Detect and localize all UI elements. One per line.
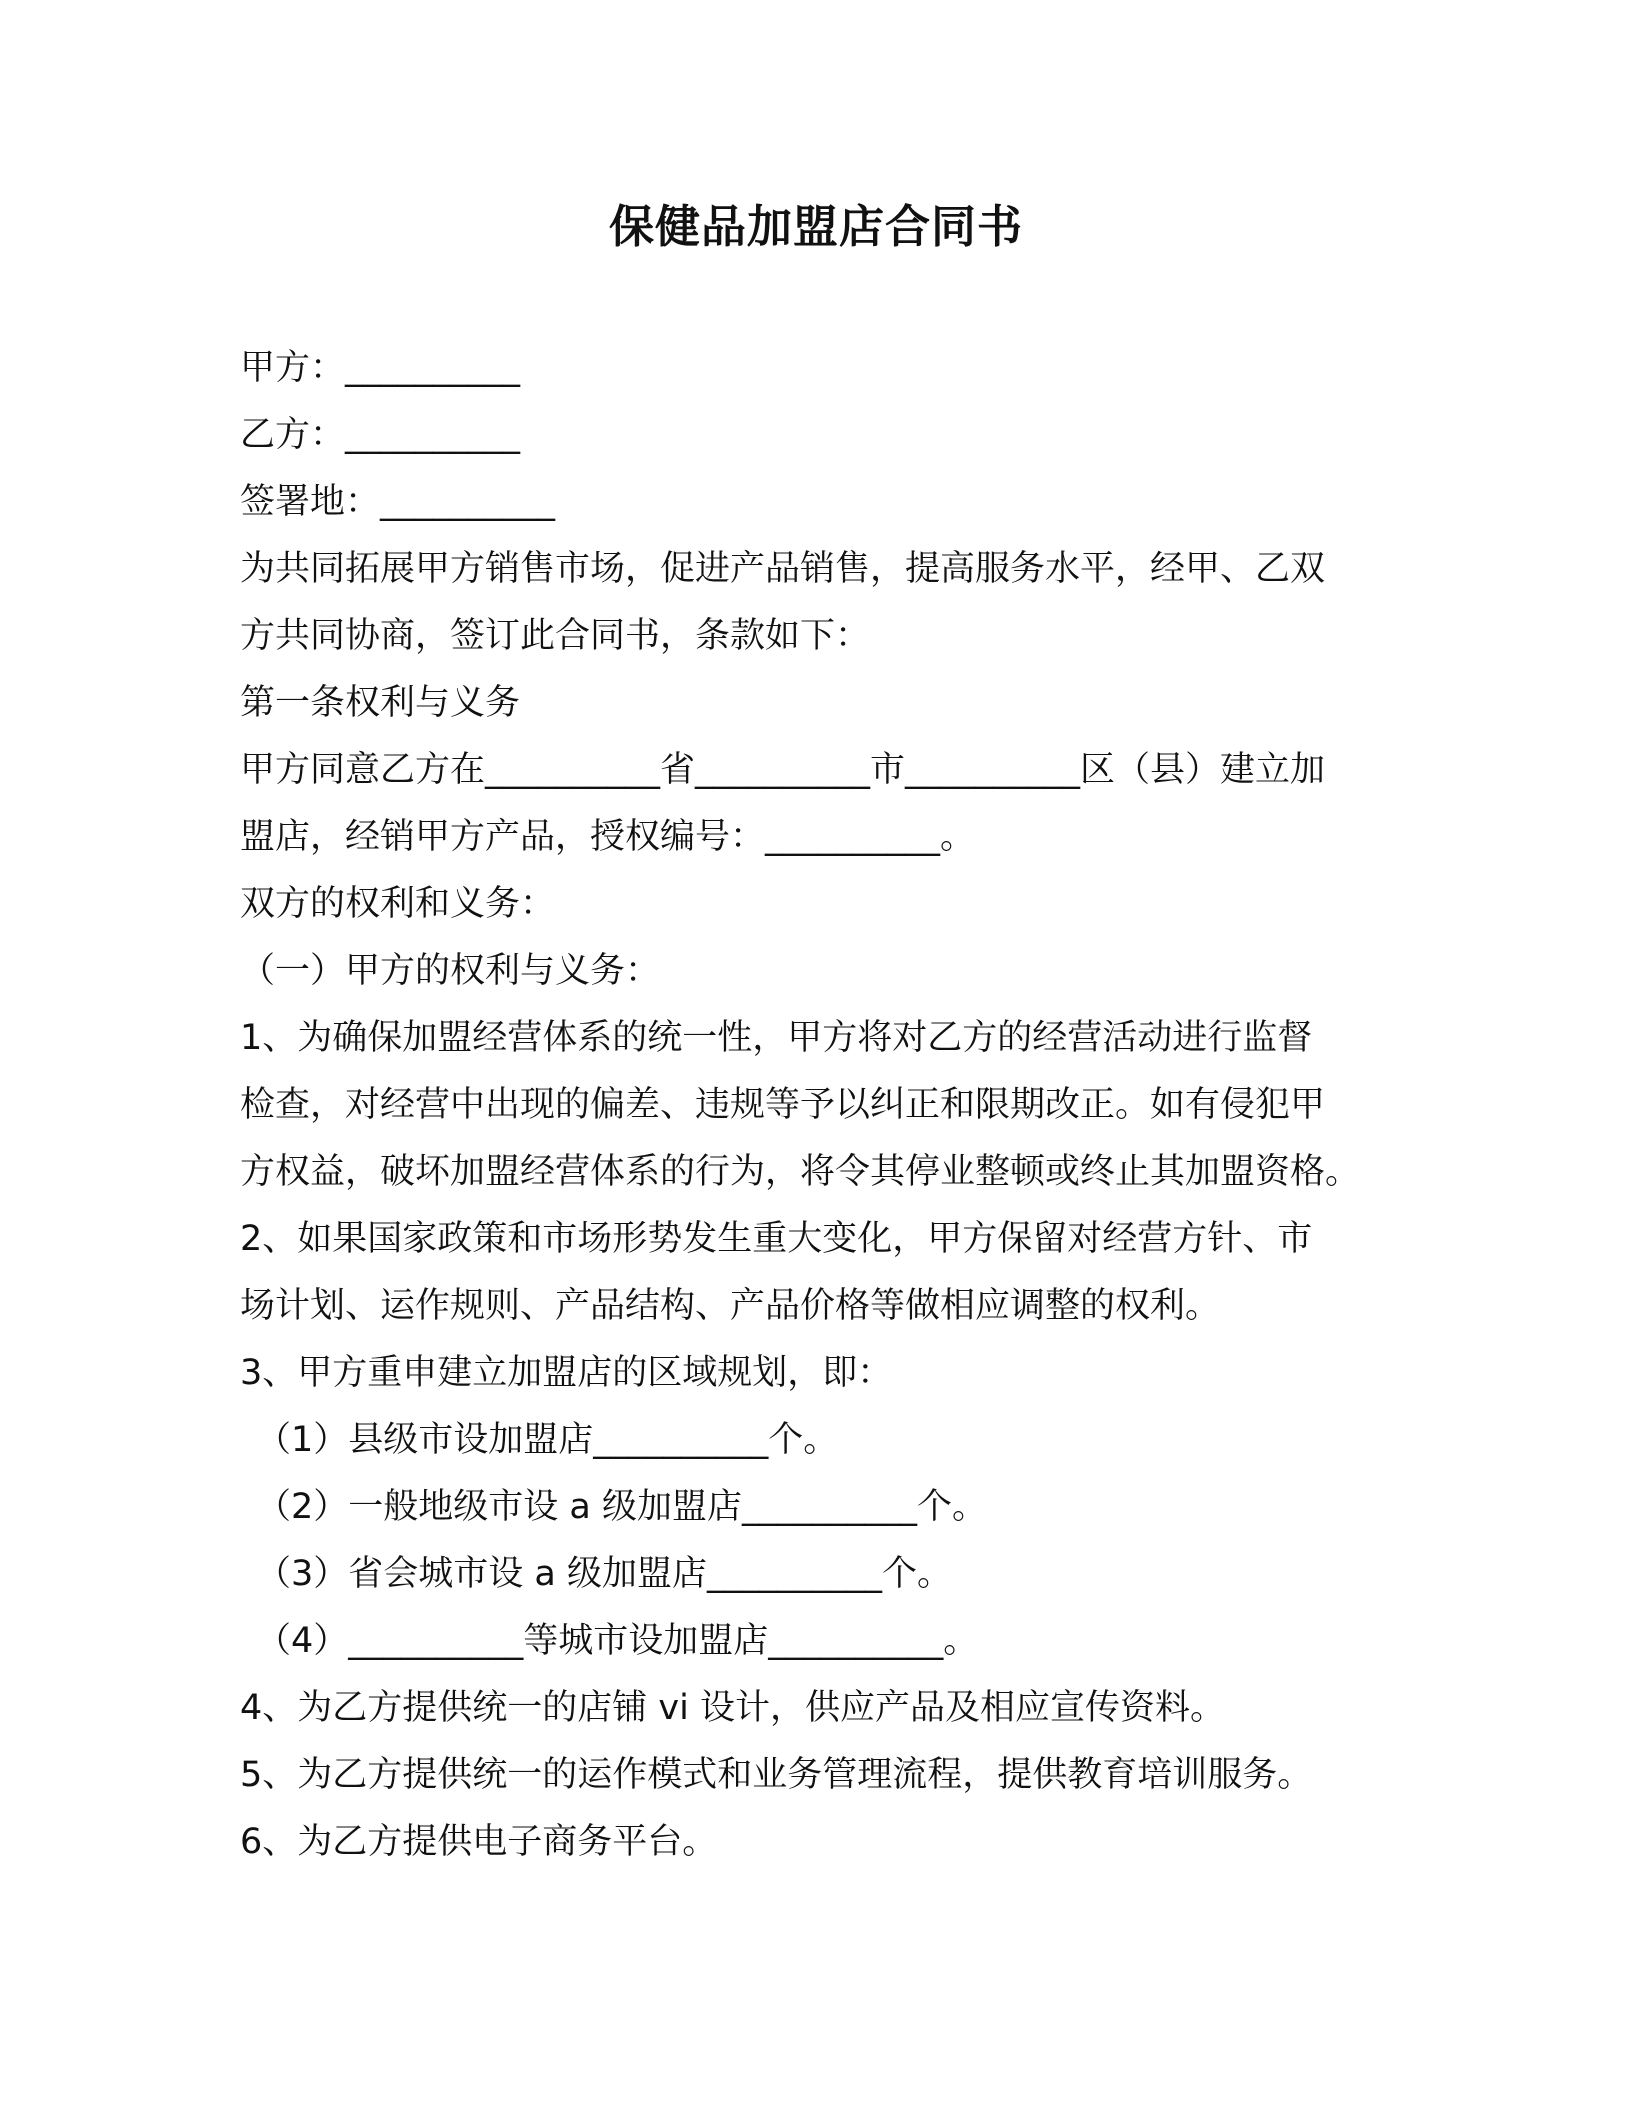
- document-title: 保健品加盟店合同书: [608, 200, 1023, 253]
- clause-1-line-2: 检查，对经营中出现的偏差、违规等予以纠正和限期改正。如有侵犯甲: [240, 1085, 1326, 1125]
- preamble-line-2: 方共同协商，签订此合同书，条款如下：: [240, 616, 871, 656]
- clause-4: 4、为乙方提供统一的店铺 vi 设计，供应产品及相应宣传资料。: [240, 1688, 1225, 1728]
- store-location-line-1: 甲方同意乙方在__________省__________市__________区（县）建立加: [240, 750, 1326, 790]
- contract-body: [240, 335, 1390, 1876]
- clause-3-item-2: （2）一般地级市设 a 级加盟店__________个。: [256, 1487, 987, 1527]
- party-b-line: 乙方：__________: [240, 415, 521, 455]
- clause-2-line-1: 2、如果国家政策和市场形势发生重大变化，甲方保留对经营方针、市: [240, 1219, 1313, 1259]
- rights-obligations-heading: 双方的权利和义务：: [240, 884, 556, 924]
- party-a-line: 甲方：__________: [240, 348, 521, 388]
- signing-place-line: 签署地：__________: [240, 482, 556, 522]
- clause-3-item-1: （1）县级市设加盟店__________个。: [256, 1420, 839, 1460]
- article-1-heading: 第一条权利与义务: [240, 683, 521, 723]
- party-a-rights-heading: （一）甲方的权利与义务：: [240, 951, 661, 991]
- clause-1-line-3: 方权益，破坏加盟经营体系的行为，将令其停业整顿或终止其加盟资格。: [240, 1152, 1361, 1192]
- clause-3-heading: 3、甲方重申建立加盟店的区域规划，即：: [240, 1353, 893, 1393]
- store-location-line-2: 盟店，经销甲方产品，授权编号：__________。: [240, 817, 976, 857]
- clause-3-item-3: （3）省会城市设 a 级加盟店__________个。: [256, 1554, 952, 1594]
- clause-6: 6、为乙方提供电子商务平台。: [240, 1822, 718, 1862]
- clause-5: 5、为乙方提供统一的运作模式和业务管理流程，提供教育培训服务。: [240, 1755, 1313, 1795]
- clause-3-item-4: （4）__________等城市设加盟店__________。: [256, 1621, 979, 1661]
- clause-1-line-1: 1、为确保加盟经营体系的统一性，甲方将对乙方的经营活动进行监督: [240, 1018, 1313, 1058]
- clause-2-line-2: 场计划、运作规则、产品结构、产品价格等做相应调整的权利。: [240, 1286, 1221, 1326]
- preamble-line-1: 为共同拓展甲方销售市场，促进产品销售，提高服务水平，经甲、乙双: [240, 549, 1326, 589]
